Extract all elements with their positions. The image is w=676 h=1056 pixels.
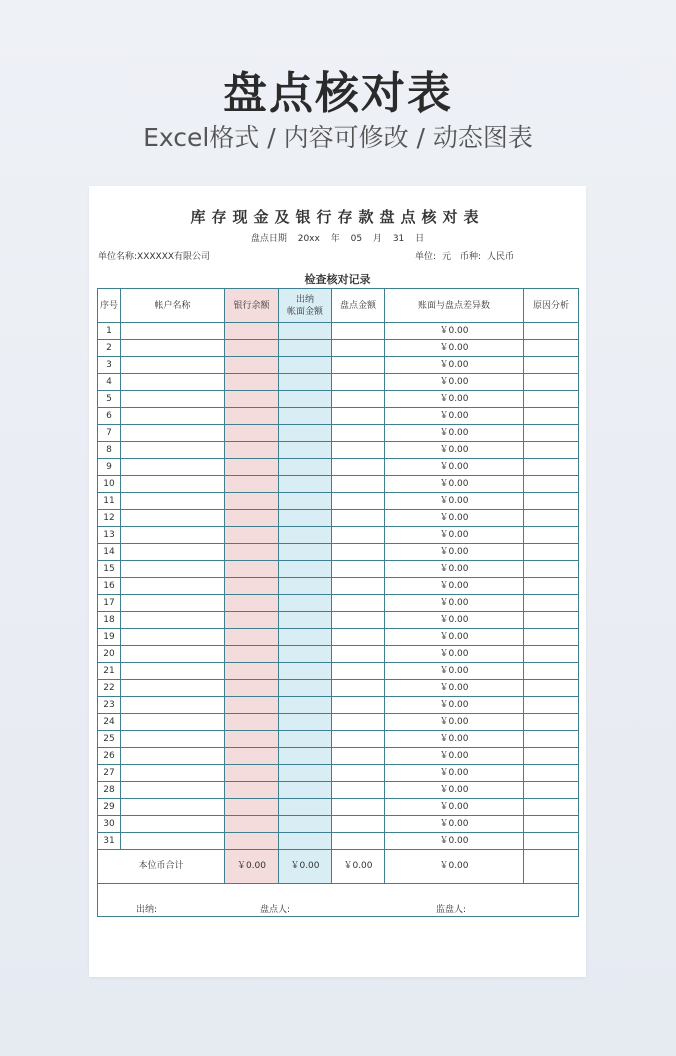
cell-reason[interactable] — [524, 493, 579, 510]
cell-count-amount[interactable] — [332, 680, 385, 697]
table-row — [98, 680, 579, 697]
cell-bank-balance[interactable] — [225, 748, 279, 765]
unit-label: 单位: — [415, 252, 437, 262]
cell-account[interactable] — [121, 493, 225, 510]
cell-bank-balance[interactable] — [225, 595, 279, 612]
cell-reason[interactable] — [524, 578, 579, 595]
cell-cashier[interactable] — [279, 561, 332, 578]
cell-bank-balance[interactable] — [225, 510, 279, 527]
cell-seq: 30 — [98, 816, 121, 833]
cell-reason[interactable] — [524, 697, 579, 714]
cell-bank-balance[interactable] — [225, 442, 279, 459]
unit-value: 元 — [442, 252, 452, 262]
cell-seq: 7 — [98, 425, 121, 442]
cell-cashier[interactable] — [279, 680, 332, 697]
cell-count-amount[interactable] — [332, 663, 385, 680]
date-day: 31 — [392, 234, 405, 244]
cell-diff[interactable]: ￥0.00 — [385, 510, 524, 527]
cell-cashier[interactable] — [279, 595, 332, 612]
cell-bank-balance[interactable] — [225, 578, 279, 595]
cell-seq: 28 — [98, 782, 121, 799]
cell-diff[interactable]: ￥0.00 — [385, 561, 524, 578]
cell-count-amount[interactable] — [332, 833, 385, 850]
cell-diff[interactable]: ￥0.00 — [385, 646, 524, 663]
table-row — [98, 714, 579, 731]
table-row — [98, 561, 579, 578]
cell-diff[interactable]: ￥0.00 — [385, 731, 524, 748]
cell-count-amount[interactable] — [332, 816, 385, 833]
cell-count-amount[interactable] — [332, 561, 385, 578]
cell-cashier[interactable] — [279, 748, 332, 765]
total-diff[interactable]: ￥0.00 — [385, 850, 524, 884]
cell-seq: 10 — [98, 476, 121, 493]
document-sheet — [89, 186, 586, 977]
date-year-unit: 年 — [330, 234, 340, 244]
cell-cashier[interactable] — [279, 578, 332, 595]
cell-bank-balance[interactable] — [225, 476, 279, 493]
cell-diff[interactable]: ￥0.00 — [385, 782, 524, 799]
cell-cashier[interactable] — [279, 765, 332, 782]
cell-seq: 31 — [98, 833, 121, 850]
cell-account[interactable] — [121, 578, 225, 595]
table-row — [98, 765, 579, 782]
table-row — [98, 799, 579, 816]
cell-cashier[interactable] — [279, 493, 332, 510]
cell-count-amount[interactable] — [332, 527, 385, 544]
cell-seq: 20 — [98, 646, 121, 663]
cell-cashier[interactable] — [279, 697, 332, 714]
cell-account[interactable] — [121, 425, 225, 442]
cell-count-amount[interactable] — [332, 595, 385, 612]
cell-cashier[interactable] — [279, 629, 332, 646]
cell-reason[interactable] — [524, 629, 579, 646]
table-row — [98, 612, 579, 629]
cell-count-amount[interactable] — [332, 612, 385, 629]
cell-bank-balance[interactable] — [225, 527, 279, 544]
cell-count-amount[interactable] — [332, 510, 385, 527]
cell-bank-balance[interactable] — [225, 493, 279, 510]
cell-seq: 6 — [98, 408, 121, 425]
cell-diff[interactable]: ￥0.00 — [385, 408, 524, 425]
table-row — [98, 374, 579, 391]
cell-seq: 22 — [98, 680, 121, 697]
cell-count-amount[interactable] — [332, 476, 385, 493]
cell-count-amount[interactable] — [332, 374, 385, 391]
cell-bank-balance[interactable] — [225, 629, 279, 646]
cell-seq: 8 — [98, 442, 121, 459]
table-header-row — [98, 289, 579, 323]
cell-diff[interactable]: ￥0.00 — [385, 833, 524, 850]
cell-cashier[interactable] — [279, 323, 332, 340]
cell-count-amount[interactable] — [332, 782, 385, 799]
cell-reason[interactable] — [524, 731, 579, 748]
cell-account[interactable] — [121, 765, 225, 782]
cell-reason[interactable] — [524, 561, 579, 578]
cell-cashier[interactable] — [279, 391, 332, 408]
cell-cashier[interactable] — [279, 527, 332, 544]
cell-seq: 1 — [98, 323, 121, 340]
cell-diff[interactable]: ￥0.00 — [385, 425, 524, 442]
cell-bank-balance[interactable] — [225, 663, 279, 680]
currency-value: 人民币 — [486, 252, 514, 262]
cell-count-amount[interactable] — [332, 714, 385, 731]
cell-cashier[interactable] — [279, 833, 332, 850]
cell-reason[interactable] — [524, 748, 579, 765]
cell-reason[interactable] — [524, 816, 579, 833]
cell-reason[interactable] — [524, 782, 579, 799]
org-name — [98, 250, 210, 264]
cell-bank-balance[interactable] — [225, 714, 279, 731]
cell-seq: 3 — [98, 357, 121, 374]
cell-bank-balance[interactable] — [225, 391, 279, 408]
cell-account[interactable] — [121, 544, 225, 561]
signature-supervisor[interactable]: 监盘人: — [436, 905, 467, 915]
signature-row — [98, 884, 579, 917]
cell-seq: 26 — [98, 748, 121, 765]
table-row — [98, 731, 579, 748]
cell-cashier[interactable] — [279, 646, 332, 663]
cell-cashier[interactable] — [279, 782, 332, 799]
cell-diff[interactable]: ￥0.00 — [385, 544, 524, 561]
cell-cashier[interactable] — [279, 612, 332, 629]
table-row — [98, 408, 579, 425]
unit-currency — [415, 250, 520, 264]
cell-account[interactable] — [121, 748, 225, 765]
cell-account[interactable] — [121, 595, 225, 612]
cell-account[interactable] — [121, 442, 225, 459]
header-cashier — [279, 289, 332, 323]
cell-diff[interactable]: ￥0.00 — [385, 680, 524, 697]
cell-reason[interactable] — [524, 680, 579, 697]
cell-count-amount[interactable] — [332, 799, 385, 816]
date-month: 05 — [350, 234, 363, 244]
cell-reason[interactable] — [524, 799, 579, 816]
cell-count-amount[interactable] — [332, 408, 385, 425]
cell-reason[interactable] — [524, 646, 579, 663]
cell-count-amount[interactable] — [332, 748, 385, 765]
cell-count-amount[interactable] — [332, 544, 385, 561]
cell-diff[interactable]: ￥0.00 — [385, 459, 524, 476]
cell-cashier[interactable] — [279, 340, 332, 357]
cell-seq: 14 — [98, 544, 121, 561]
cell-count-amount[interactable] — [332, 493, 385, 510]
org-value: XXXXXX有限公司 — [137, 252, 211, 262]
section-title: 检查核对记录 — [304, 273, 371, 286]
cell-account[interactable] — [121, 408, 225, 425]
total-label: 本位币合计 — [98, 850, 225, 884]
cell-seq: 9 — [98, 459, 121, 476]
date-label: 盘点日期 — [250, 234, 287, 244]
total-row — [98, 850, 579, 884]
cell-diff[interactable]: ￥0.00 — [385, 357, 524, 374]
cell-account[interactable] — [121, 391, 225, 408]
cell-bank-balance[interactable] — [225, 340, 279, 357]
cell-count-amount[interactable] — [332, 459, 385, 476]
cell-account[interactable] — [121, 680, 225, 697]
cell-bank-balance[interactable] — [225, 782, 279, 799]
cell-reason[interactable] — [524, 663, 579, 680]
cell-cashier[interactable] — [279, 731, 332, 748]
cell-diff[interactable]: ￥0.00 — [385, 748, 524, 765]
cell-bank-balance[interactable] — [225, 765, 279, 782]
currency-label: 币种: — [459, 252, 481, 262]
cell-account[interactable] — [121, 697, 225, 714]
cell-count-amount[interactable] — [332, 629, 385, 646]
cell-seq: 4 — [98, 374, 121, 391]
table-row — [98, 527, 579, 544]
cell-seq: 5 — [98, 391, 121, 408]
cell-count-amount[interactable] — [332, 765, 385, 782]
cell-bank-balance[interactable] — [225, 646, 279, 663]
cell-diff[interactable]: ￥0.00 — [385, 595, 524, 612]
cell-seq: 2 — [98, 340, 121, 357]
cell-account[interactable] — [121, 323, 225, 340]
cell-account[interactable] — [121, 340, 225, 357]
cell-diff[interactable]: ￥0.00 — [385, 578, 524, 595]
cell-seq: 23 — [98, 697, 121, 714]
cell-cashier[interactable] — [279, 425, 332, 442]
cell-reason[interactable] — [524, 527, 579, 544]
cell-cashier[interactable] — [279, 357, 332, 374]
cell-account[interactable] — [121, 816, 225, 833]
cell-reason[interactable] — [524, 442, 579, 459]
cell-reason[interactable] — [524, 357, 579, 374]
table-row — [98, 510, 579, 527]
total-count-amount[interactable]: ￥0.00 — [332, 850, 385, 884]
header-cashier-line1: 出纳 — [295, 294, 314, 305]
date-month-unit: 月 — [372, 234, 382, 244]
cell-diff[interactable]: ￥0.00 — [385, 391, 524, 408]
cell-reason[interactable] — [524, 476, 579, 493]
header-seq: 序号 — [98, 289, 121, 323]
cell-diff[interactable]: ￥0.00 — [385, 476, 524, 493]
signature-cell — [98, 884, 579, 917]
cell-diff[interactable]: ￥0.00 — [385, 612, 524, 629]
cell-diff[interactable]: ￥0.00 — [385, 765, 524, 782]
cell-reason[interactable] — [524, 595, 579, 612]
cell-cashier[interactable] — [279, 544, 332, 561]
cell-count-amount[interactable] — [332, 425, 385, 442]
cell-cashier[interactable] — [279, 442, 332, 459]
cell-reason[interactable] — [524, 459, 579, 476]
cell-bank-balance[interactable] — [225, 680, 279, 697]
org-label: 单位名称: — [98, 252, 138, 262]
cell-seq: 16 — [98, 578, 121, 595]
cell-bank-balance[interactable] — [225, 357, 279, 374]
table-row — [98, 629, 579, 646]
cell-cashier[interactable] — [279, 714, 332, 731]
cell-count-amount[interactable] — [332, 391, 385, 408]
cell-account[interactable] — [121, 527, 225, 544]
cell-account[interactable] — [121, 510, 225, 527]
cell-count-amount[interactable] — [332, 731, 385, 748]
cell-seq: 17 — [98, 595, 121, 612]
cell-reason[interactable] — [524, 765, 579, 782]
table-row — [98, 595, 579, 612]
table-body — [98, 323, 579, 850]
cell-reason[interactable] — [524, 340, 579, 357]
signature-cashier[interactable]: 出纳: — [136, 905, 158, 915]
cell-diff[interactable]: ￥0.00 — [385, 697, 524, 714]
cell-diff[interactable]: ￥0.00 — [385, 816, 524, 833]
table-row — [98, 697, 579, 714]
count-date — [89, 232, 586, 246]
date-day-unit: 日 — [415, 234, 425, 244]
cell-reason[interactable] — [524, 833, 579, 850]
cell-bank-balance[interactable] — [225, 459, 279, 476]
cell-reason[interactable] — [524, 544, 579, 561]
cell-bank-balance[interactable] — [225, 323, 279, 340]
table-row — [98, 646, 579, 663]
cell-account[interactable] — [121, 357, 225, 374]
cell-account[interactable] — [121, 629, 225, 646]
cell-count-amount[interactable] — [332, 697, 385, 714]
cell-seq: 18 — [98, 612, 121, 629]
cell-seq: 25 — [98, 731, 121, 748]
cell-account[interactable] — [121, 799, 225, 816]
table-row — [98, 544, 579, 561]
cell-reason[interactable] — [524, 510, 579, 527]
cell-account[interactable] — [121, 833, 225, 850]
document-title: 库存现金及银行存款盘点核对表 — [190, 208, 485, 226]
cell-diff[interactable]: ￥0.00 — [385, 323, 524, 340]
cell-account[interactable] — [121, 459, 225, 476]
header-reason: 原因分析 — [524, 289, 579, 323]
cell-account[interactable] — [121, 782, 225, 799]
cell-account[interactable] — [121, 646, 225, 663]
cell-diff[interactable]: ￥0.00 — [385, 799, 524, 816]
total-bank-balance[interactable]: ￥0.00 — [225, 850, 279, 884]
table-row — [98, 442, 579, 459]
cell-cashier[interactable] — [279, 408, 332, 425]
table-row — [98, 493, 579, 510]
table-row — [98, 833, 579, 850]
header-diff: 账面与盘点差异数 — [385, 289, 524, 323]
table-row — [98, 663, 579, 680]
cell-count-amount[interactable] — [332, 646, 385, 663]
table-row — [98, 578, 579, 595]
cell-account[interactable] — [121, 663, 225, 680]
table-row — [98, 782, 579, 799]
cell-bank-balance[interactable] — [225, 799, 279, 816]
cell-diff[interactable]: ￥0.00 — [385, 374, 524, 391]
cell-account[interactable] — [121, 612, 225, 629]
table-row — [98, 425, 579, 442]
cell-reason[interactable] — [524, 612, 579, 629]
date-year: 20xx — [297, 234, 320, 244]
table-row — [98, 748, 579, 765]
cell-account[interactable] — [121, 561, 225, 578]
cell-diff[interactable]: ￥0.00 — [385, 493, 524, 510]
cell-cashier[interactable] — [279, 799, 332, 816]
cell-diff[interactable]: ￥0.00 — [385, 442, 524, 459]
cell-reason[interactable] — [524, 408, 579, 425]
cell-bank-balance[interactable] — [225, 612, 279, 629]
cell-seq: 15 — [98, 561, 121, 578]
hero-subtitle: Excel格式 / 内容可修改 / 动态图表 — [143, 123, 533, 152]
cell-bank-balance[interactable] — [225, 561, 279, 578]
total-reason[interactable] — [524, 850, 579, 884]
cell-reason[interactable] — [524, 374, 579, 391]
total-cashier[interactable]: ￥0.00 — [279, 850, 332, 884]
cell-diff[interactable]: ￥0.00 — [385, 663, 524, 680]
cell-account[interactable] — [121, 714, 225, 731]
table-row — [98, 476, 579, 493]
cell-diff[interactable]: ￥0.00 — [385, 629, 524, 646]
cell-diff[interactable]: ￥0.00 — [385, 340, 524, 357]
cell-cashier[interactable] — [279, 510, 332, 527]
table-row — [98, 816, 579, 833]
cell-reason[interactable] — [524, 391, 579, 408]
cell-bank-balance[interactable] — [225, 731, 279, 748]
cell-account[interactable] — [121, 374, 225, 391]
cell-cashier[interactable] — [279, 816, 332, 833]
cell-cashier[interactable] — [279, 374, 332, 391]
cell-bank-balance[interactable] — [225, 425, 279, 442]
cell-count-amount[interactable] — [332, 578, 385, 595]
cell-count-amount[interactable] — [332, 340, 385, 357]
table-row — [98, 340, 579, 357]
table-row — [98, 391, 579, 408]
cell-seq: 12 — [98, 510, 121, 527]
cell-cashier[interactable] — [279, 476, 332, 493]
cell-seq: 24 — [98, 714, 121, 731]
cell-seq: 13 — [98, 527, 121, 544]
reconciliation-table — [97, 288, 579, 917]
header-cashier-line2: 帐面金额 — [286, 306, 323, 317]
table-row — [98, 357, 579, 374]
cell-reason[interactable] — [524, 425, 579, 442]
cell-reason[interactable] — [524, 323, 579, 340]
cell-diff[interactable]: ￥0.00 — [385, 714, 524, 731]
header-count-amount: 盘点金额 — [332, 289, 385, 323]
signature-counter[interactable]: 盘点人: — [260, 905, 291, 915]
header-account: 帐户名称 — [121, 289, 225, 323]
cell-bank-balance[interactable] — [225, 374, 279, 391]
cell-cashier[interactable] — [279, 663, 332, 680]
cell-bank-balance[interactable] — [225, 833, 279, 850]
table-row — [98, 459, 579, 476]
cell-count-amount[interactable] — [332, 357, 385, 374]
cell-cashier[interactable] — [279, 459, 332, 476]
table-row — [98, 323, 579, 340]
cell-account[interactable] — [121, 476, 225, 493]
cell-reason[interactable] — [524, 714, 579, 731]
cell-seq: 21 — [98, 663, 121, 680]
cell-count-amount[interactable] — [332, 442, 385, 459]
cell-bank-balance[interactable] — [225, 544, 279, 561]
cell-diff[interactable]: ￥0.00 — [385, 527, 524, 544]
cell-seq: 19 — [98, 629, 121, 646]
cell-seq: 29 — [98, 799, 121, 816]
cell-seq: 11 — [98, 493, 121, 510]
cell-bank-balance[interactable] — [225, 697, 279, 714]
cell-count-amount[interactable] — [332, 323, 385, 340]
header-bank-balance: 银行余额 — [225, 289, 279, 323]
cell-bank-balance[interactable] — [225, 816, 279, 833]
hero-title: 盘点核对表 — [223, 68, 453, 119]
cell-account[interactable] — [121, 731, 225, 748]
cell-bank-balance[interactable] — [225, 408, 279, 425]
cell-seq: 27 — [98, 765, 121, 782]
